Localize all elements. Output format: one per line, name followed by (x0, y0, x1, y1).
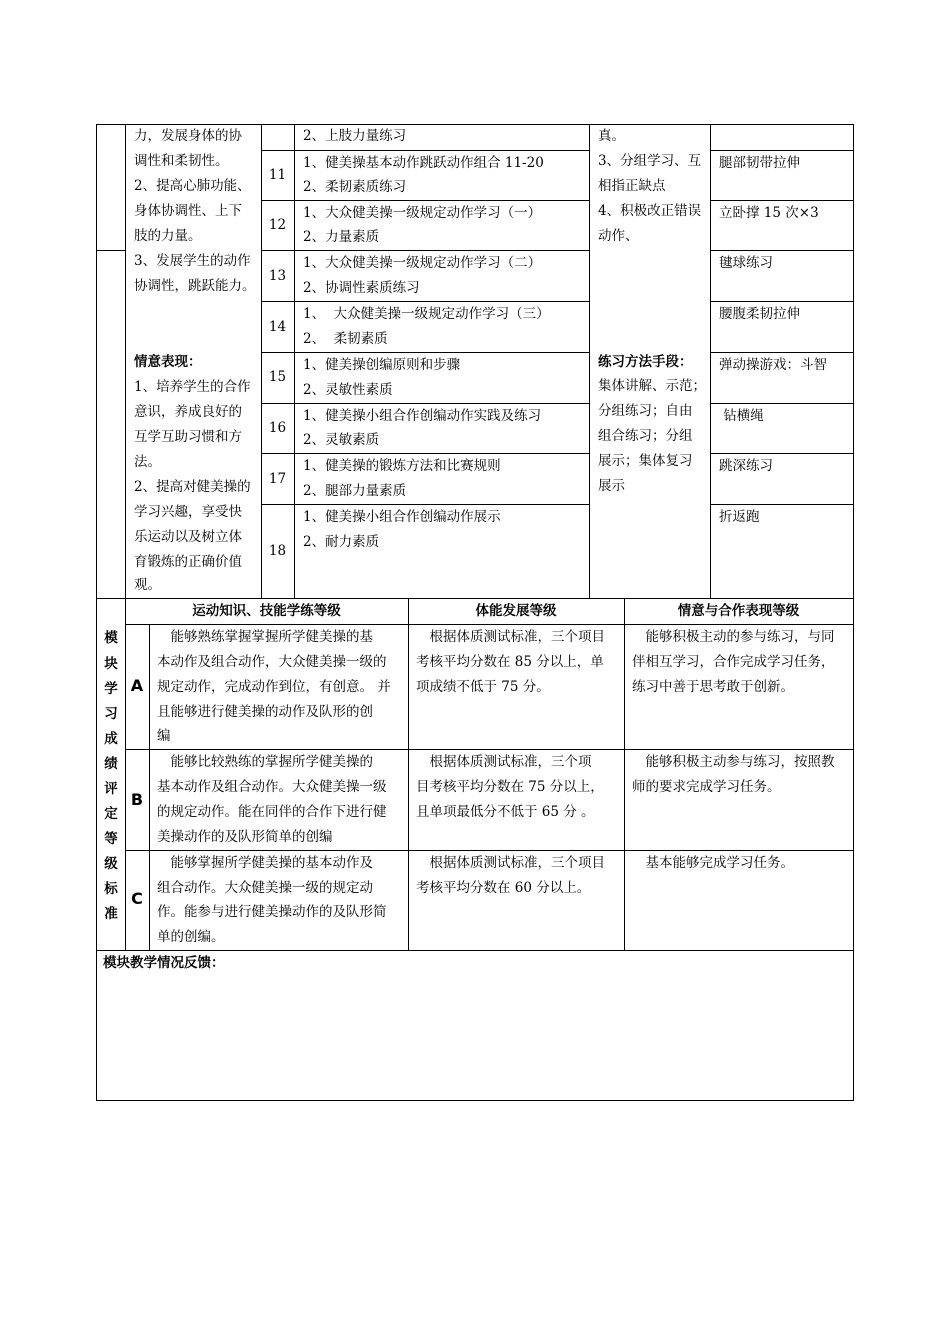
grade-letter: A (130, 676, 144, 695)
lesson-item: 1、健美操的锻炼方法和比赛规则 (303, 458, 501, 474)
skill-line: 美操动作的及队形简单的创编 (157, 829, 333, 845)
affect-line: 师的要求完成学习任务。 (632, 779, 781, 795)
affect-line: 能够积极主动参与练习，按照教 (632, 754, 835, 770)
affective-line: 1、培养学生的合作 (134, 379, 251, 395)
lesson-item: 2、协调性素质练习 (303, 280, 420, 296)
lesson-item: 2、 柔韧素质 (303, 331, 388, 347)
objective-line: 3、发展学生的动作 (134, 253, 251, 269)
lesson-item: 2、腿部力量素质 (303, 483, 407, 499)
method-line: 相指正缺点 (598, 178, 666, 194)
objective-line: 身体协调性、上下 (134, 203, 242, 219)
affect-line: 伴相互学习，合作完成学习任务， (632, 654, 835, 670)
skill-line: 作。能参与进行健美操动作的及队形简 (157, 904, 387, 920)
feedback-label: 模块教学情况反馈： (103, 955, 225, 971)
side-label-char: 定 (104, 806, 118, 822)
affective-line: 乐运动以及树立体 (134, 529, 242, 545)
fitness-line: 考核平均分数在 85 分以上，单 (416, 654, 604, 670)
side-label-char: 评 (104, 781, 118, 797)
skill-line: 单的创编。 (157, 929, 225, 945)
lesson-practice: 钻横绳 (719, 408, 764, 424)
method-line: 组合练习；分组 (598, 428, 693, 444)
skill-line: 能够比较熟练的掌握所学健美操的 (157, 754, 373, 770)
affective-line: 观。 (134, 577, 161, 593)
header-fitness: 体能发展等级 (475, 603, 557, 619)
method-line: 分组练习；自由 (598, 403, 693, 419)
lesson-number: 18 (268, 543, 287, 559)
side-label-char: 等 (104, 831, 118, 847)
lesson-item: 2、柔韧素质练习 (303, 179, 407, 195)
method-line: 动作、 (598, 228, 639, 244)
side-label-char: 绩 (104, 756, 118, 772)
lesson-item: 1、健美操基本动作跳跃动作组合 11-20 (303, 155, 544, 171)
lesson-item: 2、灵敏素质 (303, 432, 380, 448)
method-line: 展示；集体复习 (598, 453, 693, 469)
side-label-char: 习 (104, 706, 118, 722)
affective-title: 情意表现： (134, 354, 202, 370)
method-line: 集体讲解、示范； (598, 378, 706, 394)
lesson-number: 12 (268, 217, 287, 233)
affective-line: 学习兴趣，享受快 (134, 504, 242, 520)
method-line: 4、积极改正错误 (598, 203, 702, 219)
side-label-char: 级 (104, 856, 118, 872)
lesson-practice: 腰腹柔韧拉伸 (719, 306, 800, 322)
grade-letter: B (130, 790, 144, 809)
lesson-item: 2、耐力素质 (303, 534, 380, 550)
skill-line: 基本动作及组合动作。大众健美操一级 (157, 779, 387, 795)
lesson-number: 17 (268, 471, 287, 487)
objective-line: 调性和柔韧性。 (134, 153, 229, 169)
skill-line: 编 (157, 728, 171, 744)
side-label-char: 成 (104, 731, 118, 747)
lesson-practice: 立卧撑 15 次×3 (719, 205, 819, 221)
fitness-line: 项成绩不低于 75 分。 (416, 679, 550, 695)
objective-line: 2、提高心肺功能、 (134, 178, 251, 194)
affective-line: 意识，养成良好的 (134, 404, 242, 420)
skill-line: 规定动作，完成动作到位，有创意。 并 (157, 679, 391, 695)
lesson-practice: 折返跑 (719, 509, 760, 525)
fitness-line: 根据体质测试标准，三个项目 (416, 629, 605, 645)
affective-line: 法。 (134, 454, 161, 470)
lesson-item: 1、健美操创编原则和步骤 (303, 357, 461, 373)
fitness-line: 目考核平均分数在 75 分以上， (416, 779, 604, 795)
lesson-practice: 腿部韧带拉伸 (719, 155, 800, 171)
method-line: 真。 (598, 128, 625, 144)
lesson-item: 2、灵敏性素质 (303, 382, 393, 398)
side-label-char: 标 (104, 881, 118, 897)
affect-line: 基本能够完成学习任务。 (632, 855, 794, 871)
lesson-item: 1、大众健美操一级规定动作学习（二） (303, 255, 542, 271)
side-label-char: 准 (104, 906, 118, 922)
lesson-item: 1、健美操小组合作创编动作实践及练习 (303, 408, 542, 424)
header-skill: 运动知识、技能学练等级 (192, 603, 341, 619)
skill-line: 的规定动作。能在同伴的合作下进行健 (157, 804, 387, 820)
affect-line: 练习中善于思考敢于创新。 (632, 679, 794, 695)
method-line: 展示 (598, 478, 625, 494)
objective-line: 肢的力量。 (134, 228, 202, 244)
lesson-number: 16 (268, 420, 287, 436)
methods-title: 练习方法手段： (598, 354, 693, 370)
grade-letter: C (131, 889, 143, 908)
fitness-line: 考核平均分数在 60 分以上。 (416, 880, 591, 896)
lesson-item: 1、 大众健美操一级规定动作学习（三） (303, 306, 550, 322)
skill-line: 能够熟练掌握掌握所学健美操的基 (157, 629, 373, 645)
lesson-practice: 跳深练习 (719, 458, 773, 474)
lesson-number: 13 (268, 268, 287, 284)
lesson-item: 1、健美操小组合作创编动作展示 (303, 509, 501, 525)
lesson-item: 1、大众健美操一级规定动作学习（一） (303, 205, 542, 221)
skill-line: 且能够进行健美操的动作及队形的创 (157, 704, 373, 720)
objective-line: 力，发展身体的协 (134, 128, 242, 144)
lesson-practice: 毽球练习 (719, 255, 773, 271)
skill-line: 组合动作。大众健美操一级的规定动 (157, 880, 373, 896)
lesson-practice: 弹动操游戏：斗智 (719, 357, 827, 373)
lesson-item: 2、上肢力量练习 (303, 128, 407, 144)
skill-line: 能够掌握所学健美操的基本动作及 (157, 855, 373, 871)
fitness-line: 且单项最低分不低于 65 分 。 (416, 804, 595, 820)
side-label-char: 块 (104, 656, 118, 672)
skill-line: 本动作及组合动作，大众健美操一级的 (157, 654, 387, 670)
fitness-line: 根据体质测试标准，三个项目 (416, 855, 605, 871)
header-affect: 情意与合作表现等级 (677, 603, 800, 619)
method-line: 3、分组学习、互 (598, 153, 702, 169)
side-label-char: 学 (104, 681, 118, 697)
affective-line: 育锻炼的正确价值 (134, 554, 242, 570)
affect-line: 能够积极主动的参与练习，与同 (632, 629, 835, 645)
lesson-item: 2、力量素质 (303, 229, 380, 245)
lesson-number: 14 (268, 319, 287, 335)
lesson-number: 15 (268, 369, 287, 385)
affective-line: 2、提高对健美操的 (134, 479, 251, 495)
objective-line: 协调性，跳跃能力。 (134, 278, 256, 294)
side-label-char: 模 (104, 630, 118, 646)
affective-line: 互学互助习惯和方 (134, 429, 242, 445)
lesson-number: 11 (268, 167, 287, 183)
fitness-line: 根据体质测试标准，三个项 (416, 754, 592, 770)
